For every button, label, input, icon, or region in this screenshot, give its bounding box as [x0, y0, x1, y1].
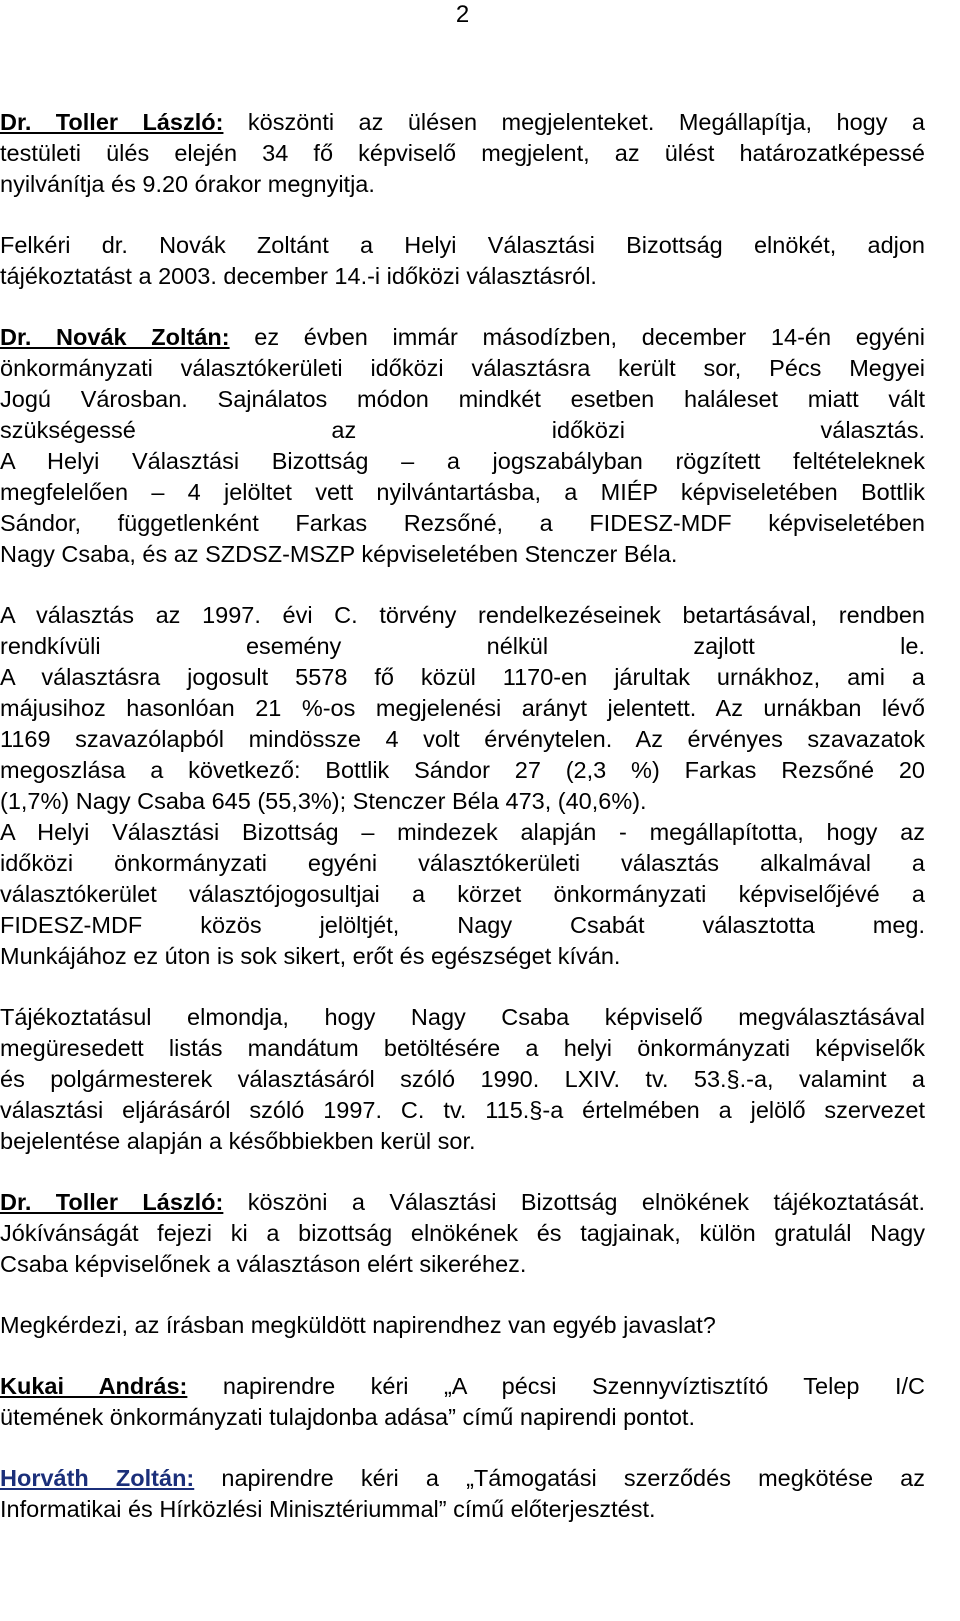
line-text: ez évben immár másodízben, december 14-én egyéni: [229, 324, 925, 350]
line-text: Felkéri dr. Novák Zoltánt a Helyi Választási Bizottság elnökét, adjon: [0, 232, 925, 258]
line-text: Megkérdezi, az írásban megküldött napirendhez van egyéb javaslat?: [0, 1312, 716, 1338]
text-line: [0, 786, 925, 817]
text-line: [0, 353, 925, 384]
paragraph: [0, 1310, 925, 1341]
text-line: [0, 1249, 925, 1280]
line-text: napirendre kéri „A pécsi Szennyvíztisztító Telep I/C: [187, 1373, 925, 1399]
text-line: [0, 1463, 925, 1494]
line-text: Jókívánságát fejezi ki a bizottság elnökének és tagjainak, külön gratulál Nagy: [0, 1220, 925, 1246]
paragraph: [0, 230, 925, 292]
text-line: [0, 1187, 925, 1218]
text-line: [0, 1218, 925, 1249]
line-text: ütemének önkormányzati tulajdonba adása” című napirendi pontot.: [0, 1404, 695, 1430]
line-text: köszöni a Választási Bizottság elnökének tájékoztatását.: [223, 1189, 925, 1215]
text-line: [0, 169, 925, 200]
text-line: [0, 1310, 925, 1341]
line-text: A Helyi Választási Bizottság – mindezek alapján - megállapította, hogy az: [0, 819, 925, 845]
text-line: [0, 755, 925, 786]
line-text: tájékoztatást a 2003. december 14.-i időközi választásról.: [0, 263, 597, 289]
line-text: Jogú Városban. Sajnálatos módon mindkét esetben haláleset miatt vált: [0, 386, 925, 412]
line-text: időközi önkormányzati egyéni választókerületi választás alkalmával a: [0, 850, 925, 876]
text-line: [0, 1402, 925, 1433]
text-line: [0, 230, 925, 261]
line-text: Sándor, függetlenként Farkas Rezsőné, a FIDESZ-MDF képviseletében: [0, 510, 925, 536]
paragraph: [0, 817, 925, 972]
text-line: [0, 1064, 925, 1095]
text-line: [0, 415, 925, 446]
text-line: [0, 508, 925, 539]
document-body: [0, 107, 925, 1525]
text-line: [0, 910, 925, 941]
page-number: 2: [455, 1, 470, 28]
speaker-name: Dr. Toller László:: [0, 109, 224, 135]
line-text: megüresedett listás mandátum betöltésére a helyi önkormányzati képviselők: [0, 1035, 925, 1061]
text-line: [0, 1126, 925, 1157]
line-text: 1169 szavazólapból mindössze 4 volt érvénytelen. Az érvényes szavazatok: [0, 726, 925, 752]
paragraph: [0, 1002, 925, 1157]
line-text: Informatikai és Hírközlési Minisztériummal” című előterjesztést.: [0, 1496, 656, 1522]
text-line: [0, 724, 925, 755]
speaker-name: Dr. Toller László:: [0, 1189, 224, 1215]
line-text: választási eljárásáról szóló 1997. C. tv. 115.§-a értelmében a jelölő szervezet: [0, 1097, 925, 1123]
line-text: Munkájához ez úton is sok sikert, erőt és egészséget kíván.: [0, 943, 621, 969]
line-text: önkormányzati választókerületi időközi választásra került sor, Pécs Megyei: [0, 355, 925, 381]
text-line: [0, 322, 925, 353]
line-text: A Helyi Választási Bizottság – a jogszabályban rögzített feltételeknek: [0, 448, 925, 474]
text-line: [0, 941, 925, 972]
line-text: Tájékoztatásul elmondja, hogy Nagy Csaba képviselő megválasztásával: [0, 1004, 925, 1030]
line-text: A választásra jogosult 5578 fő közül 1170-en járultak urnákhoz, ami a: [0, 664, 925, 690]
paragraph: [0, 600, 925, 817]
line-text: bejelentése alapján a későbbiekben kerül sor.: [0, 1128, 476, 1154]
text-line: [0, 600, 925, 631]
line-text: köszönti az ülésen megjelenteket. Megállapítja, hogy a: [223, 109, 925, 135]
line-text: napirendre kéri a „Támogatási szerződés megkötése az: [194, 1465, 925, 1491]
paragraph: [0, 107, 925, 200]
text-line: [0, 539, 925, 570]
text-line: [0, 477, 925, 508]
line-text: FIDESZ-MDF közös jelöltjét, Nagy Csabát választotta meg.: [0, 912, 925, 938]
paragraph: [0, 1463, 925, 1525]
text-line: [0, 384, 925, 415]
line-text: Csaba képviselőnek a választáson elért sikeréhez.: [0, 1251, 527, 1277]
text-line: [0, 662, 925, 693]
line-text: szükségessé az időközi választás.: [0, 417, 925, 443]
line-text: és polgármesterek választásáról szóló 1990. LXIV. tv. 53.§.-a, valamint a: [0, 1066, 925, 1092]
line-text: májusihoz hasonlóan 21 %-os megjelenési arányt jelentett. Az urnákban lévő: [0, 695, 925, 721]
line-text: megoszlása a következő: Bottlik Sándor 27 (2,3 %) Farkas Rezsőné 20: [0, 757, 925, 783]
text-line: [0, 107, 925, 138]
line-text: Nagy Csaba, és az SZDSZ-MSZP képviseletében Stenczer Béla.: [0, 541, 678, 567]
line-text: rendkívüli esemény nélkül zajlott le.: [0, 633, 925, 659]
line-text: A választás az 1997. évi C. törvény rendelkezéseinek betartásával, rendben: [0, 602, 925, 628]
text-line: [0, 1371, 925, 1402]
paragraph: [0, 1187, 925, 1280]
text-line: [0, 1033, 925, 1064]
text-line: [0, 817, 925, 848]
text-line: [0, 1095, 925, 1126]
text-line: [0, 138, 925, 169]
text-line: [0, 1002, 925, 1033]
speaker-name: Kukai András:: [0, 1373, 188, 1399]
text-line: [0, 848, 925, 879]
speaker-name: Horváth Zoltán:: [0, 1465, 195, 1491]
line-text: megfelelően – 4 jelöltet vett nyilvántartásba, a MIÉP képviseletében Bottlik: [0, 479, 925, 505]
line-text: választókerület választójogosultjai a körzet önkormányzati képviselőjévé a: [0, 881, 925, 907]
text-line: [0, 879, 925, 910]
text-line: [0, 631, 925, 662]
text-line: [0, 693, 925, 724]
text-line: [0, 261, 925, 292]
line-text: nyilvánítja és 9.20 órakor megnyitja.: [0, 171, 375, 197]
speaker-name: Dr. Novák Zoltán:: [0, 324, 230, 350]
text-line: [0, 1494, 925, 1525]
paragraph: [0, 1371, 925, 1433]
line-text: (1,7%) Nagy Csaba 645 (55,3%); Stenczer Béla 473, (40,6%).: [0, 788, 647, 814]
paragraph: [0, 322, 925, 570]
text-line: [0, 446, 925, 477]
line-text: testületi ülés elején 34 fő képviselő megjelent, az ülést határozatképessé: [0, 140, 925, 166]
